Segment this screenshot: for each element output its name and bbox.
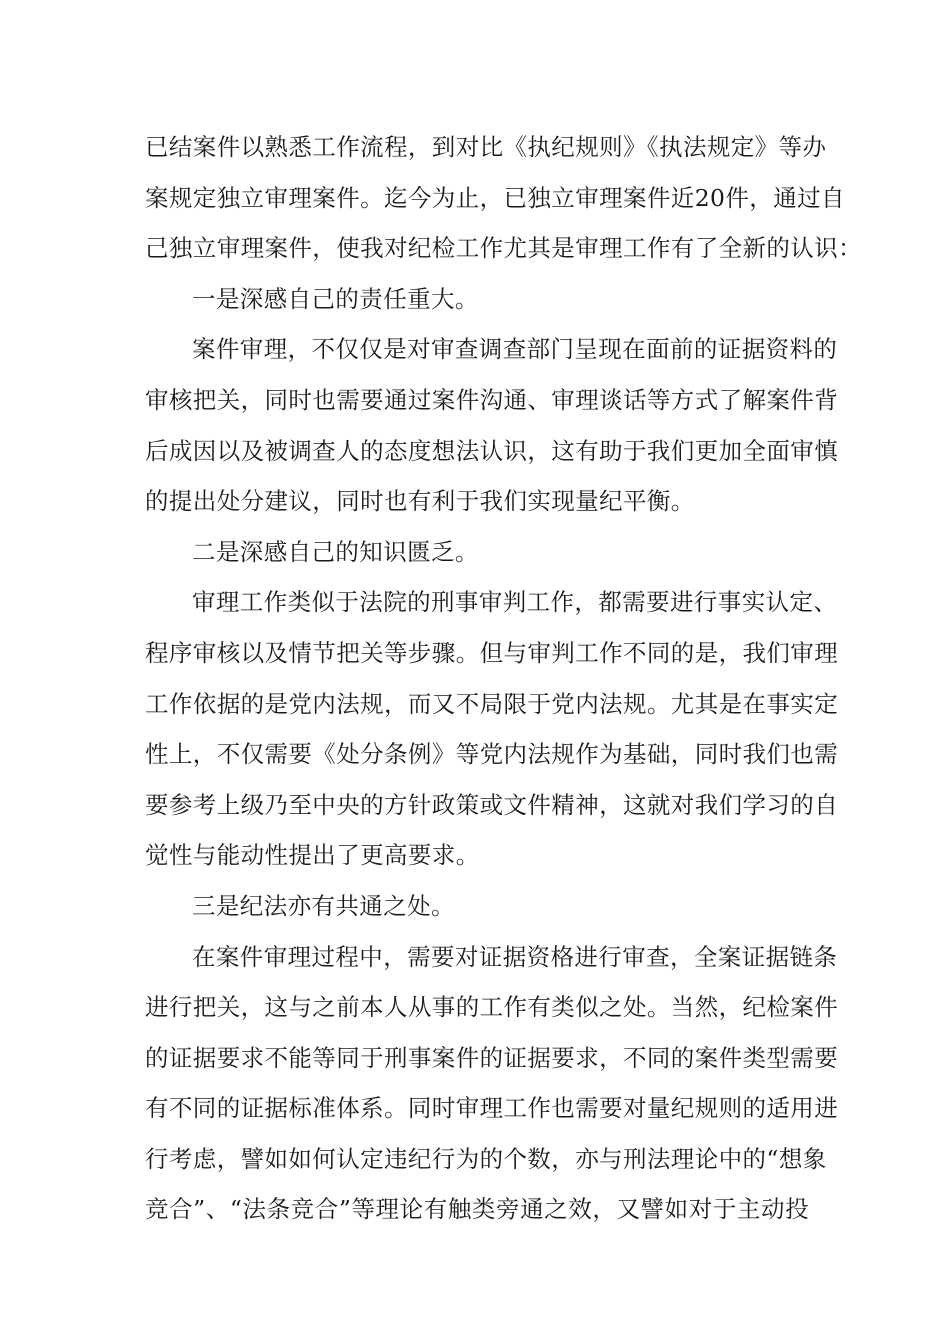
text-line: 有不同的证据标准体系。同时审理工作也需要对量纪规则的适用进 <box>145 1094 839 1123</box>
text-line: 审核把关，同时也需要通过案件沟通、审理谈话等方式了解案件背 <box>145 385 839 414</box>
text-line: 案规定独立审理案件。迄今为止，已独立审理案件近20件，通过自 <box>145 183 845 212</box>
text-line: 工作依据的是党内法规，而又不局限于党内法规。尤其是在事实定 <box>145 689 839 718</box>
text-line: 在案件审理过程中，需要对证据资格进行审查，全案证据链条 <box>192 942 838 971</box>
text-line: 审理工作类似于法院的刑事审判工作，都需要进行事实认定、 <box>192 588 838 617</box>
text-line: 的证据要求不能等同于刑事案件的证据要求，不同的案件类型需要 <box>145 1043 839 1072</box>
text-line: 行考虑，譬如如何认定违纪行为的个数，亦与刑法理论中的“想象 <box>145 1144 827 1173</box>
text-line: 后成因以及被调查人的态度想法认识，这有助于我们更加全面审慎 <box>145 436 839 465</box>
text-line: 进行把关，这与之前本人从事的工作有类似之处。当然，纪检案件 <box>145 993 839 1022</box>
text-line: 已结案件以熟悉工作流程，到对比《执纪规则》《执法规定》等办 <box>145 133 827 161</box>
document-body <box>145 122 862 1235</box>
section-heading: 二是深感自己的知识匮乏。 <box>192 537 479 566</box>
text-line: 己独立审理案件，使我对纪检工作尤其是审理工作有了全新的认识： <box>145 234 862 263</box>
text-line: 要参考上级乃至中央的方针政策或文件精神，这就对我们学习的自 <box>145 790 839 819</box>
section-heading: 三是纪法亦有共通之处。 <box>192 891 455 920</box>
text-line: 觉性与能动性提出了更高要求。 <box>145 841 480 870</box>
section-heading: 一是深感自己的责任重大。 <box>192 284 479 313</box>
text-line: 案件审理，不仅仅是对审查调查部门呈现在面前的证据资料的 <box>192 335 838 364</box>
text-line: 竞合”、“法条竞合”等理论有触类旁通之效，又譬如对于主动投 <box>145 1195 809 1224</box>
text-line: 的提出处分建议，同时也有利于我们实现量纪平衡。 <box>145 487 695 516</box>
text-line: 程序审核以及情节把关等步骤。但与审判工作不同的是，我们审理 <box>145 638 839 667</box>
text-line: 性上，不仅需要《处分条例》等党内法规作为基础，同时我们也需 <box>145 740 839 769</box>
